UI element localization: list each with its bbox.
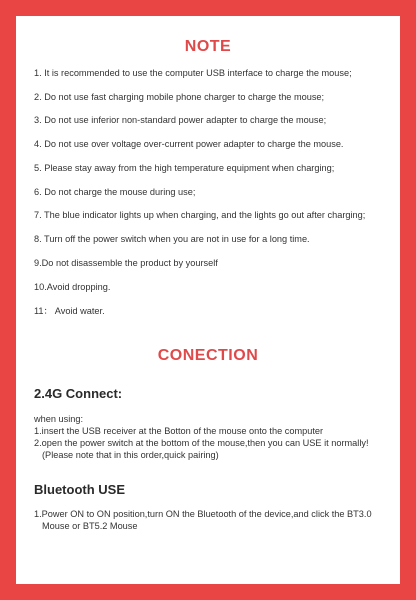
note-item-5: 5. Please stay away from the high temperature equipment when charging; [34, 163, 335, 173]
note-item-10: 10.Avoid dropping. [34, 282, 111, 292]
note-item-4: 4. Do not use over voltage over-current power adapter to charge the mouse. [34, 139, 344, 149]
note-item-3: 3. Do not use inferior non-standard power adapter to charge the mouse; [34, 115, 327, 125]
g24-connect-steps [34, 413, 394, 461]
note-item-8: 8. Turn off the power switch when you are not in use for a long time. [34, 234, 310, 244]
bluetooth-steps [34, 508, 394, 532]
note-item-11: 11： Avoid water. [34, 306, 105, 316]
g24-step-2: 2.open the power switch at the bottom of the mouse,then you can USE it normally! [34, 438, 369, 448]
note-item-7: 7. The blue indicator lights up when charging, and the lights go out after charging; [34, 210, 366, 220]
note-item-1: 1. It is recommended to use the computer USB interface to charge the mouse; [34, 68, 352, 78]
connection-title: CONECTION [157, 347, 259, 364]
g24-intro: when using: [34, 414, 84, 424]
bluetooth-step-1-line-1: 1.Power ON to ON position,turn ON the Bluetooth of the device,and click the BT3.0 [34, 509, 372, 519]
note-item-9: 9.Do not disassemble the product by yourself [34, 258, 218, 268]
g24-step-1: 1.insert the USB receiver at the Botton of the mouse onto the computer [34, 426, 324, 436]
bluetooth-step-1-line-2: Mouse or BT5.2 Mouse [42, 521, 138, 531]
note-item-2: 2. Do not use fast charging mobile phone charger to charge the mouse; [34, 92, 325, 102]
note-item-6: 6. Do not charge the mouse during use; [34, 187, 196, 197]
bluetooth-heading: Bluetooth USE [34, 482, 125, 497]
instruction-card [16, 16, 400, 584]
g24-connect-heading: 2.4G Connect: [34, 386, 123, 401]
note-title: NOTE [184, 38, 232, 55]
g24-step-2-note: (Please note that in this order,quick pairing) [42, 450, 219, 460]
